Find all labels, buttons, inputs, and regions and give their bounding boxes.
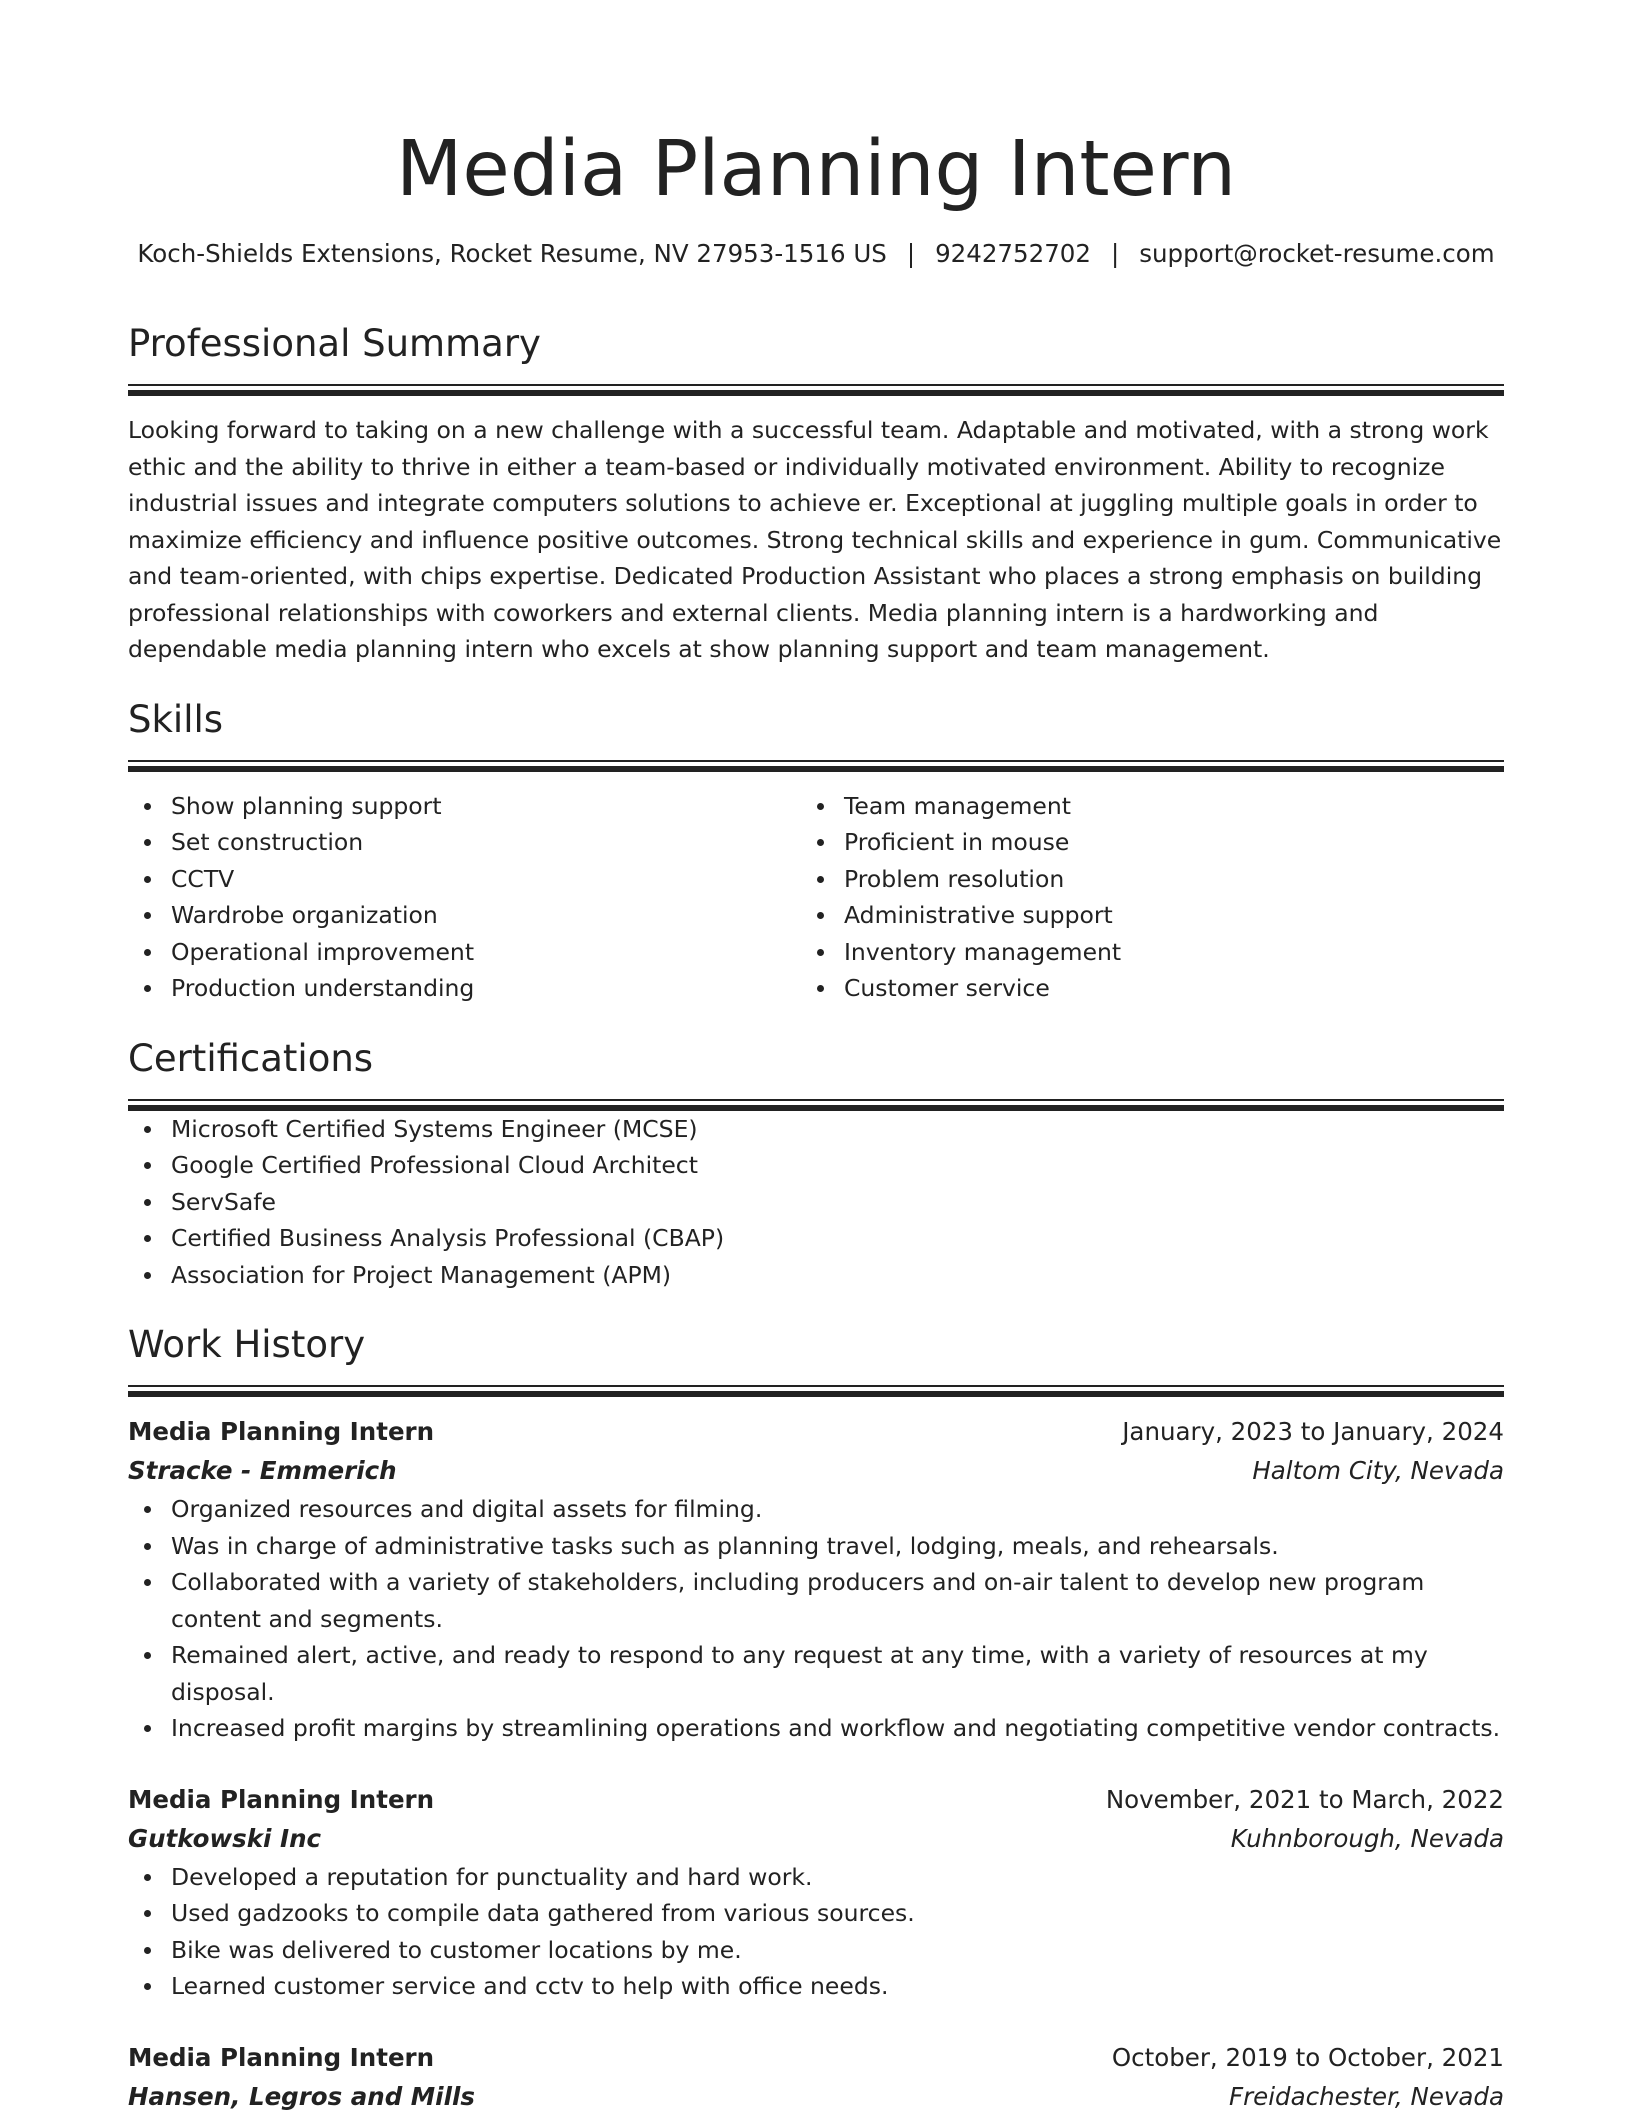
job-header <box>128 2039 1504 2077</box>
job-location: Freidachester, Nevada <box>1228 2081 1504 2111</box>
job-bullet: Learned customer service and cctv to help with office needs. <box>171 1968 1504 2005</box>
candidate-name: Media Planning Intern <box>395 125 1237 214</box>
contact-line <box>128 236 1504 272</box>
job-subheader <box>128 1819 1504 1859</box>
skill-item: Operational improvement <box>171 934 801 971</box>
job-subheader <box>128 2077 1504 2117</box>
summary-text: Looking forward to taking on a new challenge with a successful team. Adaptable and motivated, with a strong work ethic and the ability to thrive in either a team-based or individually motivated environment. Ability to recognize industrial issues and integrate computers solutions to achieve er. Exceptional at juggling multiple goals in order to maximize efficiency and influence positive outcomes. Strong technical skills and experience in gum. Communicative and team-oriented, with chips expertise. Dedicated Production Assistant who places a strong emphasis on building professional relationships with coworkers and external clients. Media planning intern is a hardworking and dependable media planning intern who excels at show planning support and team management. <box>128 416 1502 663</box>
section-divider <box>128 760 1504 772</box>
section-title-certifications: Certifications <box>128 1036 374 1080</box>
skill-item: CCTV <box>171 861 801 898</box>
skill-item: Proficient in mouse <box>844 824 1474 861</box>
job-title: Media Planning Intern <box>128 1417 435 1446</box>
job-entry <box>128 1413 1504 1747</box>
skill-item: Production understanding <box>171 970 801 1007</box>
skill-item: Show planning support <box>171 788 801 825</box>
job-dates: November, 2021 to March, 2022 <box>1105 1784 1504 1814</box>
job-company: Stracke - Emmerich <box>128 1456 397 1485</box>
job-bullet: Collaborated with a variety of stakeholders, including producers and on-air talent to develop new program content and segments. <box>171 1564 1504 1637</box>
job-dates: January, 2023 to January, 2024 <box>1122 1417 1504 1446</box>
certification-item: ServSafe <box>171 1184 1504 1221</box>
section-title-work-history: Work History <box>128 1323 366 1366</box>
skills-right-list <box>801 788 1474 1007</box>
skills-section <box>128 694 1504 1007</box>
skill-item: Customer service <box>844 970 1474 1007</box>
certification-item: Association for Project Management (APM) <box>171 1257 1504 1294</box>
job-bullet: Was in charge of administrative tasks such as planning travel, lodging, meals, and rehearsals. <box>171 1528 1504 1565</box>
job-dates: October, 2019 to October, 2021 <box>1111 2042 1504 2072</box>
phone: 9242752702 <box>935 239 1091 268</box>
section-title-skills: Skills <box>128 697 224 741</box>
job-bullet: Used gadzooks to compile data gathered from various sources. <box>171 1895 1504 1932</box>
contact-separator: | <box>1110 239 1120 268</box>
job-header <box>128 1413 1504 1451</box>
job-header <box>128 1781 1504 1819</box>
job-entry <box>128 1781 1504 2005</box>
contact-separator: | <box>906 239 916 268</box>
job-bullet: Bike was delivered to customer locations by me. <box>171 1932 1504 1969</box>
section-divider <box>128 1099 1504 1111</box>
certification-item: Google Certified Professional Cloud Architect <box>171 1147 1504 1184</box>
email[interactable]: support@rocket-resume.com <box>1139 239 1495 268</box>
section-divider <box>128 384 1504 396</box>
certification-item: Microsoft Certified Systems Engineer (MCSE) <box>171 1111 1504 1148</box>
job-bullet: Developed a reputation for punctuality and hard work. <box>171 1859 1504 1896</box>
skill-item: Wardrobe organization <box>171 897 801 934</box>
job-bullet: Increased profit margins by streamlining operations and workflow and negotiating competitive vendor contracts. <box>171 1710 1504 1747</box>
job-company: Gutkowski Inc <box>128 1823 322 1853</box>
job-location: Kuhnborough, Nevada <box>1230 1823 1504 1853</box>
job-bullets <box>128 1859 1504 2005</box>
job-location: Haltom City, Nevada <box>1252 1456 1504 1485</box>
skill-item: Inventory management <box>844 934 1474 971</box>
skill-item: Team management <box>844 788 1474 825</box>
skills-left-list <box>128 788 801 1007</box>
address: Koch-Shields Extensions, Rocket Resume, NV 27953-1516 US <box>137 239 887 268</box>
skill-item: Set construction <box>171 824 801 861</box>
job-bullets <box>128 1491 1504 1747</box>
certifications-list <box>128 1111 1504 1294</box>
work-history-section <box>128 1319 1504 2117</box>
job-title: Media Planning Intern <box>128 2042 435 2072</box>
job-bullet: Remained alert, active, and ready to respond to any request at any time, with a variety of resources at my disposal. <box>171 1637 1504 1710</box>
skill-item: Administrative support <box>844 897 1474 934</box>
certification-item: Certified Business Analysis Professional (CBAP) <box>171 1220 1504 1257</box>
skill-item: Problem resolution <box>844 861 1474 898</box>
skills-grid <box>128 788 1504 1007</box>
certifications-section <box>128 1033 1504 1294</box>
job-entry <box>128 2039 1504 2117</box>
job-bullet: Organized resources and digital assets for filming. <box>171 1491 1504 1528</box>
job-company: Hansen, Legros and Mills <box>128 2081 475 2111</box>
summary-section <box>128 318 1504 668</box>
job-title: Media Planning Intern <box>128 1784 435 1814</box>
job-subheader <box>128 1451 1504 1491</box>
section-divider <box>128 1385 1504 1397</box>
section-title-summary: Professional Summary <box>128 322 541 365</box>
